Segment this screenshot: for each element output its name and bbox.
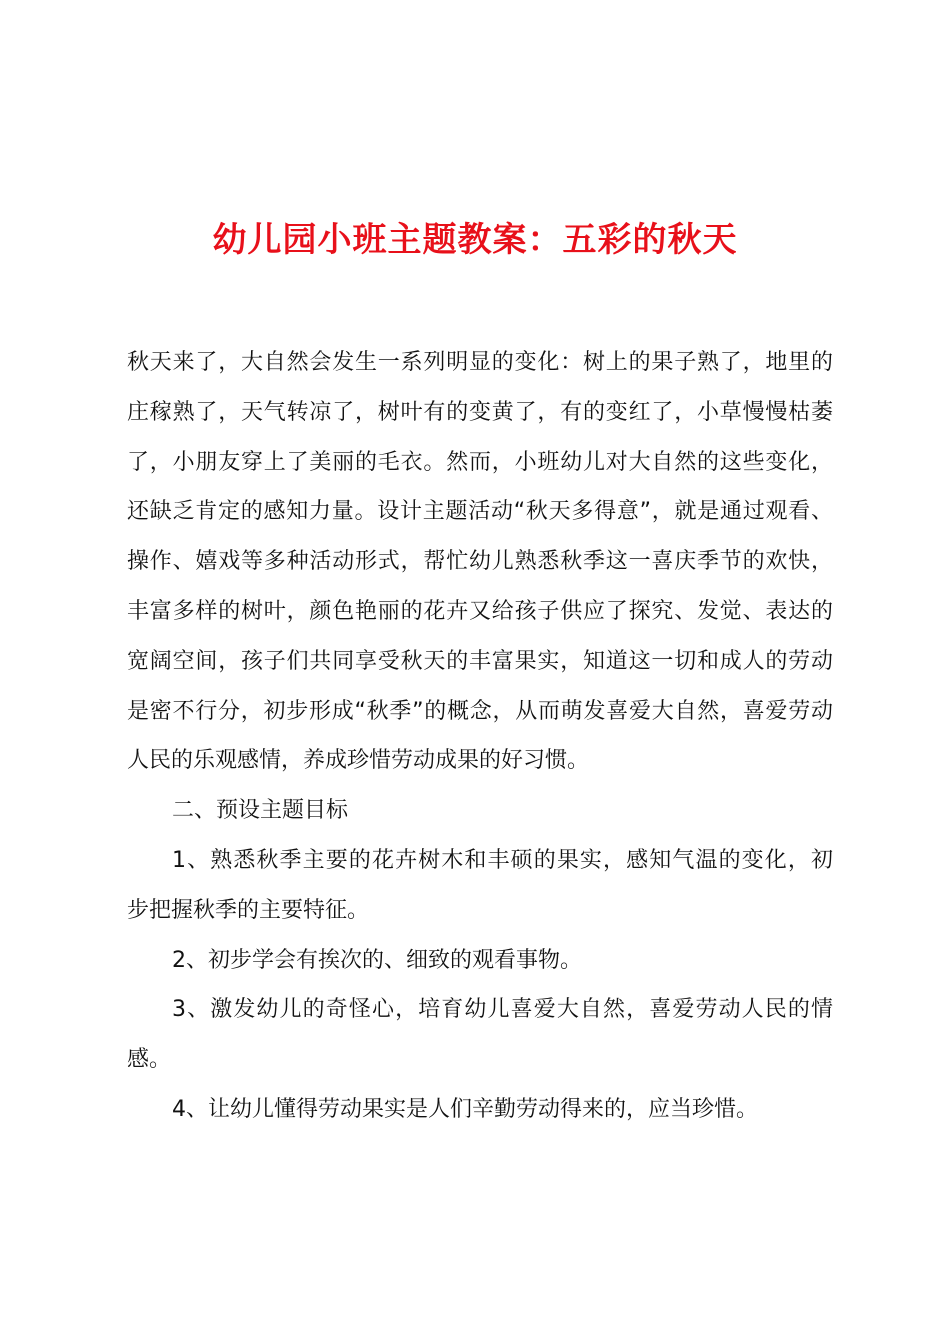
text-line: 操作、嬉戏等多种活动形式，帮忙幼儿熟悉秋季这一喜庆季节的欢快， bbox=[127, 549, 833, 575]
text-line: 丰富多样的树叶，颜色艳丽的花卉又给孩子供应了探究、发觉、表达的 bbox=[127, 598, 833, 624]
document-title: 幼儿园小班主题教案：五彩的秋天 bbox=[212, 220, 738, 260]
text-line: 感。 bbox=[127, 1047, 172, 1073]
text-line: 1、熟悉秋季主要的花卉树木和丰硕的果实，感知气温的变化，初 bbox=[172, 847, 833, 873]
text-line: 3、激发幼儿的奇怪心，培育幼儿喜爱大自然，喜爱劳动人民的情 bbox=[172, 997, 833, 1023]
goal-item bbox=[127, 992, 833, 1092]
goal-item bbox=[127, 943, 833, 993]
text-line: 人民的乐观感情，养成珍惜劳动成果的好习惯。 bbox=[127, 748, 590, 774]
goal-item bbox=[127, 1092, 833, 1142]
text-line: 步把握秋季的主要特征。 bbox=[127, 897, 370, 923]
text-line: 还缺乏肯定的感知力量。设计主题活动“秋天多得意”，就是通过观看、 bbox=[127, 499, 833, 525]
intro-paragraph bbox=[127, 345, 833, 793]
document-body bbox=[127, 345, 833, 1142]
goal-item bbox=[127, 843, 833, 943]
text-line: 了，小朋友穿上了美丽的毛衣。然而，小班幼儿对大自然的这些变化， bbox=[127, 449, 833, 475]
section-heading: 二、预设主题目标 bbox=[172, 798, 349, 824]
text-line: 庄稼熟了，天气转凉了，树叶有的变黄了，有的变红了，小草慢慢枯萎 bbox=[127, 399, 833, 425]
text-line: 是密不行分，初步形成“秋季”的概念，从而萌发喜爱大自然，喜爱劳动 bbox=[127, 698, 833, 724]
text-line: 4、让幼儿懂得劳动果实是人们辛勤劳动得来的，应当珍惜。 bbox=[172, 1096, 758, 1122]
text-line: 秋天来了，大自然会发生一系列明显的变化：树上的果子熟了，地里的 bbox=[127, 350, 833, 375]
text-line: 2、初步学会有挨次的、细致的观看事物。 bbox=[172, 947, 582, 973]
text-line: 宽阔空间，孩子们共同享受秋天的丰富果实，知道这一切和成人的劳动 bbox=[127, 648, 833, 674]
